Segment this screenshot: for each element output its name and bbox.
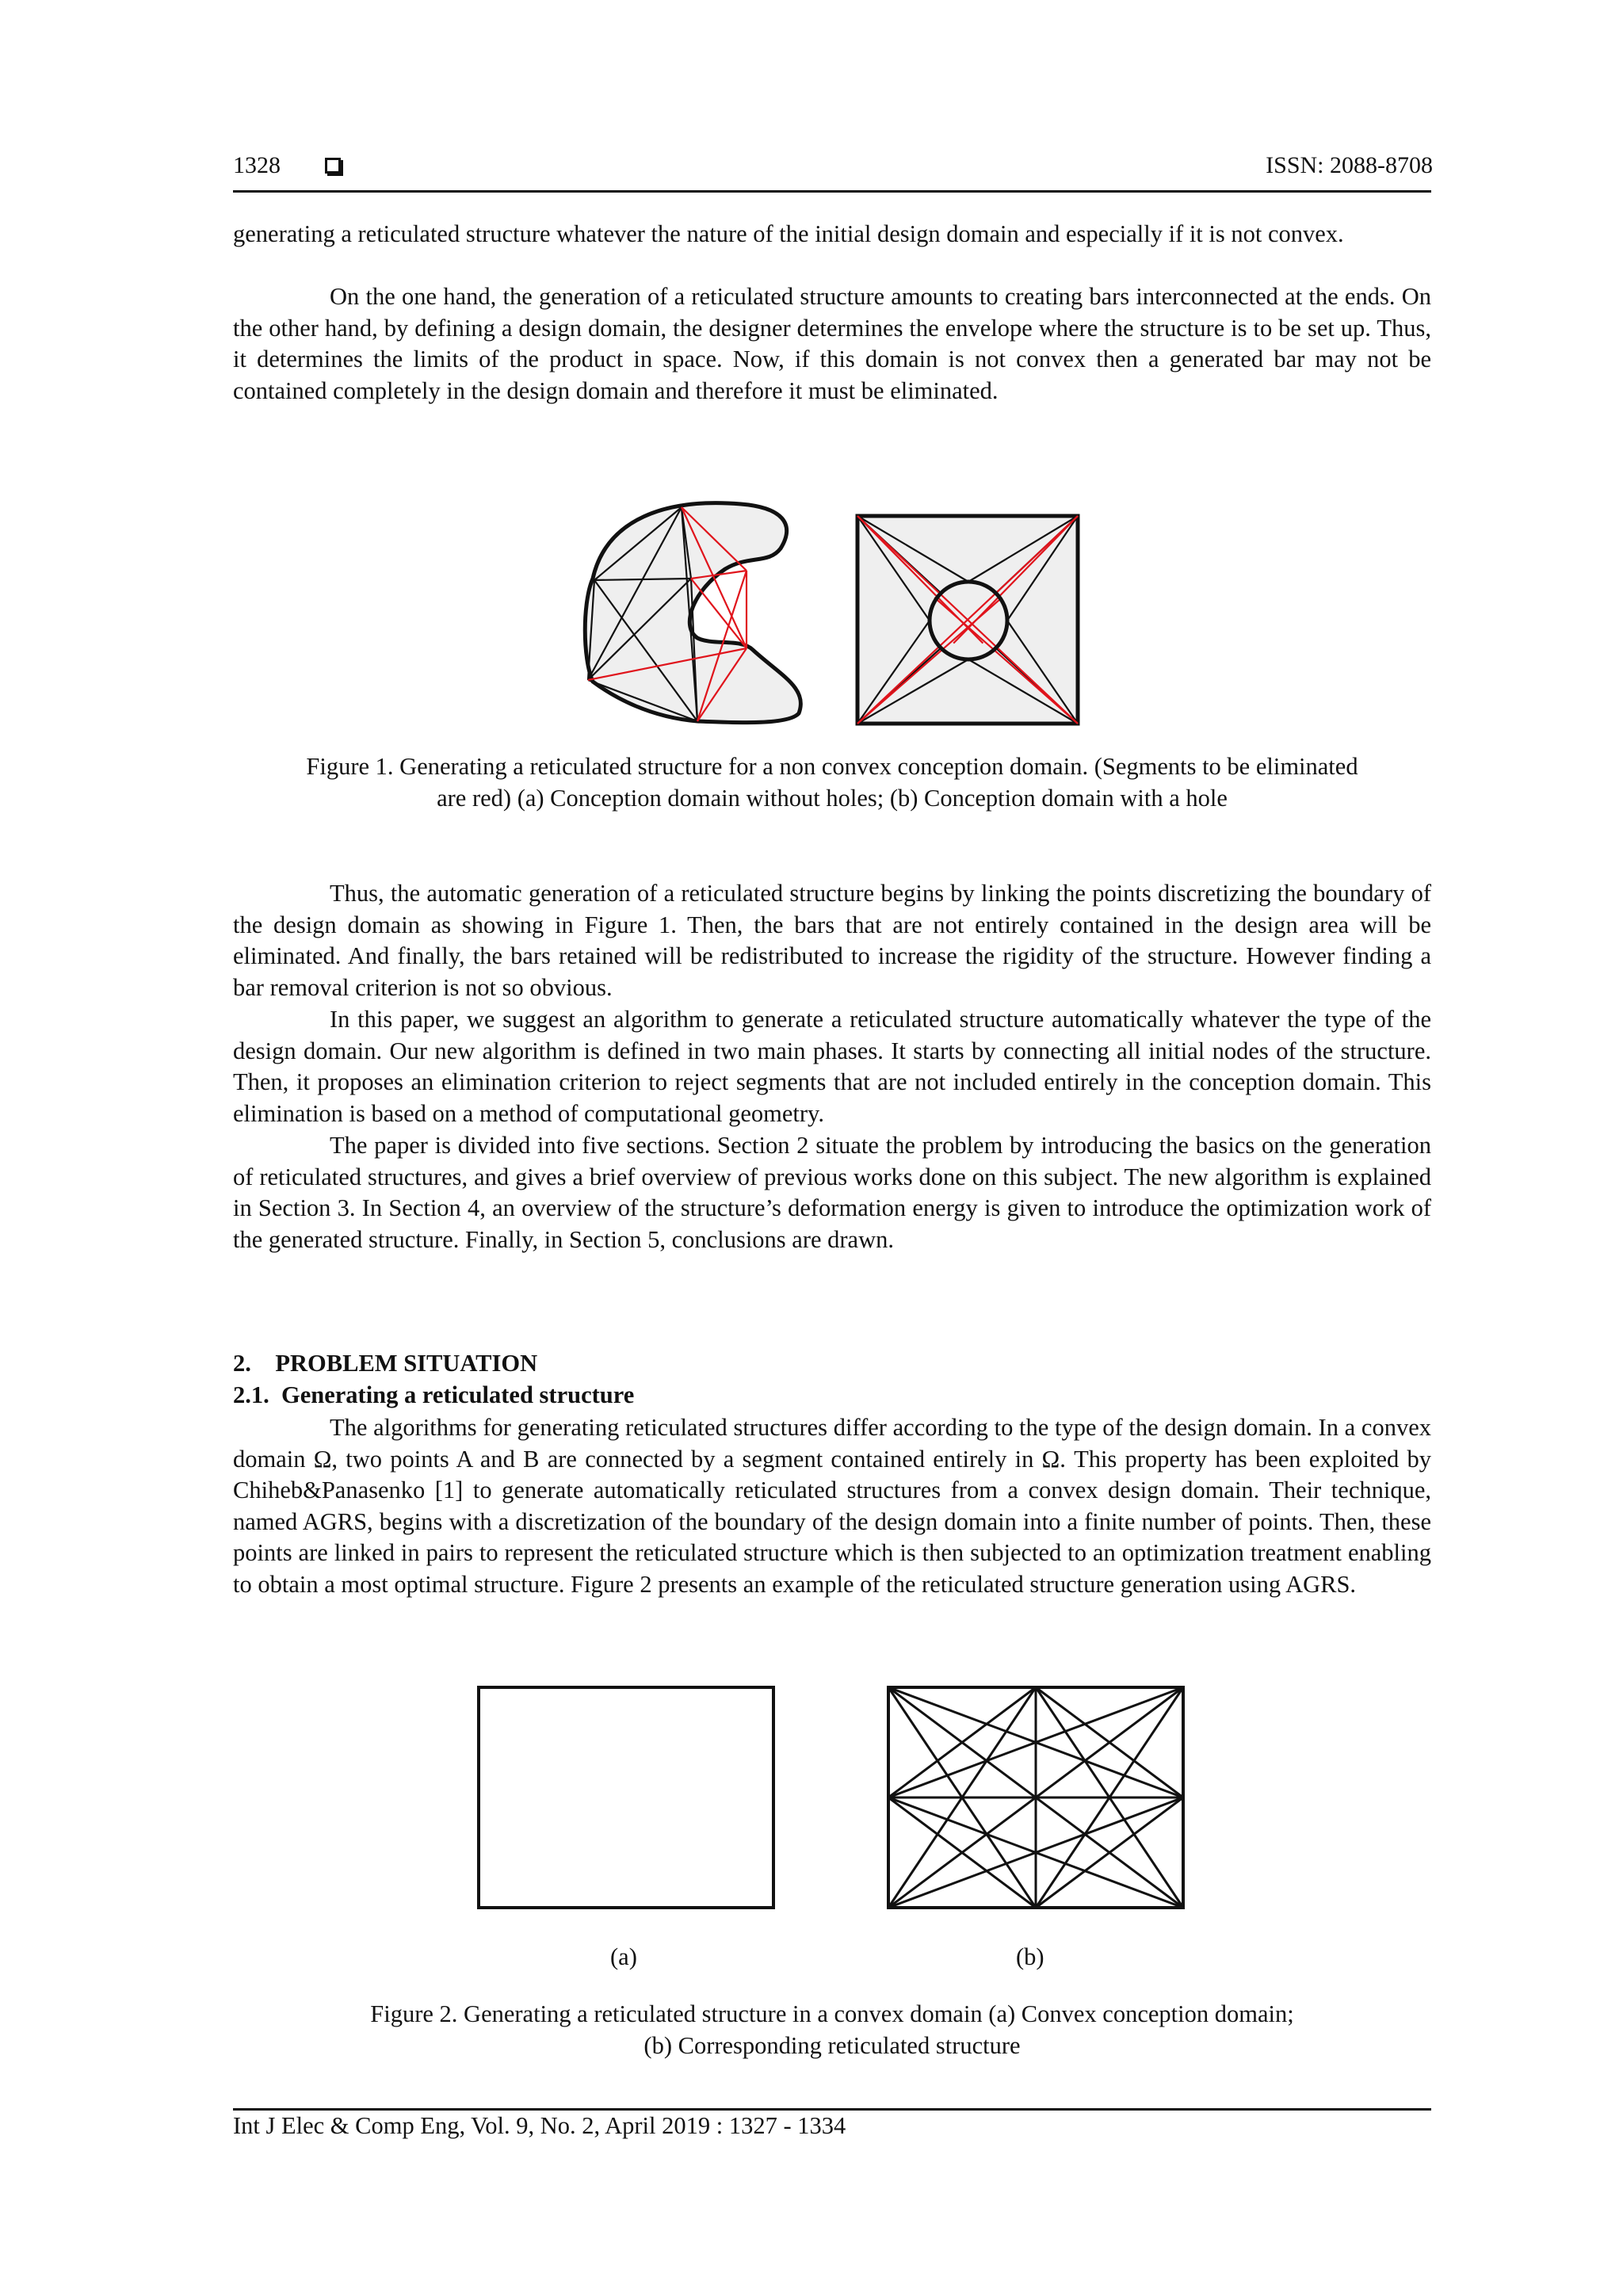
header-rule (233, 190, 1431, 193)
journal-issn: ISSN: 2088-8708 (1266, 152, 1433, 178)
subsection-heading: 2.1. Generating a reticulated structure (233, 1381, 635, 1408)
square-bullet-icon (325, 158, 341, 174)
figure-2-caption-line-1: Figure 2. Generating a reticulated structure in a convex domain (a) Convex conception domain; (370, 2000, 1294, 2027)
figure-2-caption-line-2: (b) Corresponding reticulated structure (643, 2031, 1021, 2059)
footer-citation: Int J Elec & Comp Eng, Vol. 9, No. 2, April 2019 : 1327 - 1334 (233, 2112, 846, 2139)
page-number: 1328 (233, 152, 281, 178)
figure-1-b-domain-with-hole (856, 514, 1080, 726)
figure-2-b-reticulated-structure (885, 1684, 1186, 1914)
convex-domain-rect (479, 1687, 773, 1908)
figure-2-caption (233, 1999, 1431, 2061)
figure-1-caption (233, 751, 1431, 814)
figure-1-caption-line-2: are red) (a) Conception domain without holes; (b) Conception domain with a hole (437, 784, 1228, 812)
figure-1-caption-line-1: Figure 1. Generating a reticulated structure for a non convex conception domain. (Segments to be eliminated (306, 753, 1358, 780)
paragraph-5: The paper is divided into five sections. Section 2 situate the problem by introducing the basics on the generation of reticulated structures, and gives a brief overview of previous works done on this subject. The new algorithm is explained in Section 3. In Section 4, an overview of the structure’s deformation energy is given to introduce the optimization work of the generated structure. Finally, in Section 5, conclusions are drawn. (233, 1132, 1431, 1253)
paragraph-3: Thus, the automatic generation of a reticulated structure begins by linking the points discretizing the boundary of the design domain as showing in Figure 1. Then, the bars that are not entirely contained in the design area will be eliminated. And finally, the bars retained will be redistributed to increase the rigidity of the structure. However finding a bar removal criterion is not so obvious. (233, 880, 1431, 1001)
section-heading: 2. PROBLEM SITUATION (233, 1350, 538, 1377)
figure-2-label-b: (b) (1016, 1943, 1044, 1970)
paragraph-4: In this paper, we suggest an algorithm to generate a reticulated structure automatically whatever the type of the design domain. Our new algorithm is defined in two main phases. It starts by connecting all initial nodes of the structure. Then, it proposes an elimination criterion to reject segments that are not included entirely in the conception domain. This elimination is based on a method of computational geometry. (233, 1006, 1431, 1127)
paragraph-1: generating a reticulated structure whatever the nature of the initial design domain and especially if it is not convex. (233, 220, 1344, 247)
figure-1-a-nonconvex-domain (579, 491, 816, 729)
footer-rule (233, 2108, 1431, 2111)
figure-2-a-convex-domain (475, 1684, 777, 1914)
paragraph-2: On the one hand, the generation of a reticulated structure amounts to creating bars interconnected at the ends. On the other hand, by defining a design domain, the designer determines the envelope where the structure is to be set up. Thus, it determines the limits of the product in space. Now, if this domain is not convex then a generated bar may not be contained completely in the design domain and therefore it must be eliminated. (233, 283, 1431, 404)
paragraph-6: The algorithms for generating reticulated structures differ according to the type of the design domain. In a convex domain Ω, two points A and B are connected by a segment contained entirely in Ω. This property has been exploited by Chiheb&Panasenko [1] to generate automatically reticulated structures from a convex design domain. Their technique, named AGRS, begins with a discretization of the boundary of the design domain into a finite number of points. Then, these points are linked in pairs to represent the reticulated structure which is then subjected to an optimization treatment enabling to obtain a most optimal structure. Figure 2 presents an example of the reticulated structure generation using AGRS. (233, 1414, 1431, 1598)
figure-2-label-a: (a) (610, 1943, 637, 1970)
